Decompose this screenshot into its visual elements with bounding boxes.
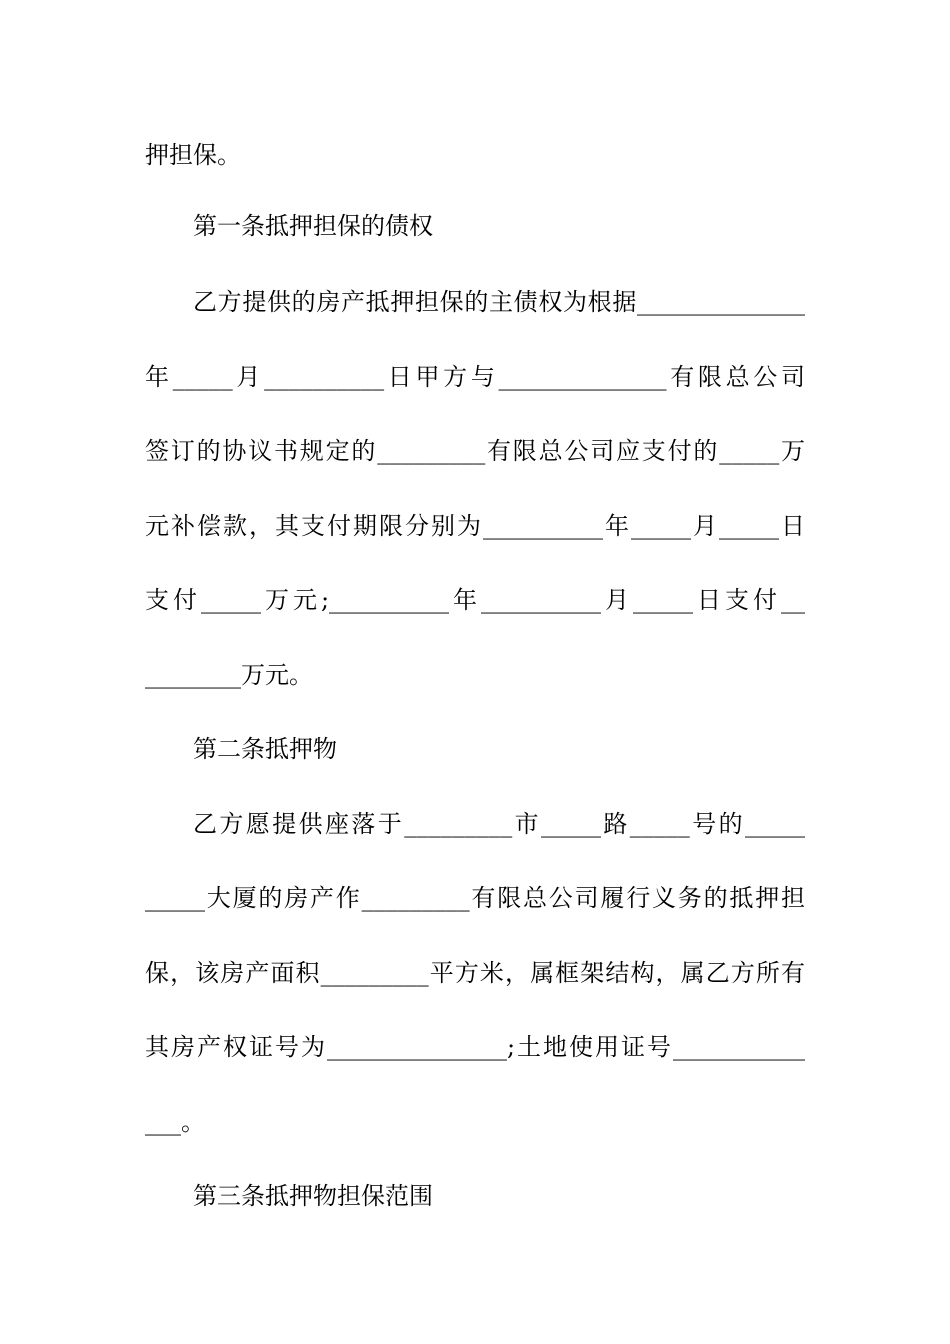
article-2-heading: 第二条抵押物 xyxy=(193,735,337,763)
article-1-body-line: 元补偿款，其支付期限分别为__________年_____月_____日 xyxy=(145,512,805,540)
article-1-body-line: 支付_____万元;__________年__________月_____日支付__ xyxy=(145,586,805,614)
article-1-body-line: 乙方提供的房产抵押担保的主债权为根据______________ xyxy=(193,288,805,316)
paragraph-continuation: 押担保。 xyxy=(145,141,241,169)
article-1-body-line: 签订的协议书规定的_________有限总公司应支付的_____万 xyxy=(145,437,805,465)
article-1-body-line: ________万元。 xyxy=(145,661,313,689)
article-1-heading: 第一条抵押担保的债权 xyxy=(193,212,433,240)
article-2-body-line: 保，该房产面积_________平方米，属框架结构，属乙方所有 xyxy=(145,959,805,987)
article-2-body-line: 乙方愿提供座落于_________市_____路_____号的_____ xyxy=(193,810,805,838)
article-2-body-line: ___。 xyxy=(145,1108,205,1136)
article-3-heading: 第三条抵押物担保范围 xyxy=(193,1182,433,1210)
article-2-body-line: 其房产权证号为_______________;土地使用证号___________ xyxy=(145,1033,805,1061)
article-2-body-line: _____大厦的房产作_________有限总公司履行义务的抵押担 xyxy=(145,884,805,912)
article-1-body-line: 年_____月__________日甲方与______________有限总公司 xyxy=(145,363,805,391)
